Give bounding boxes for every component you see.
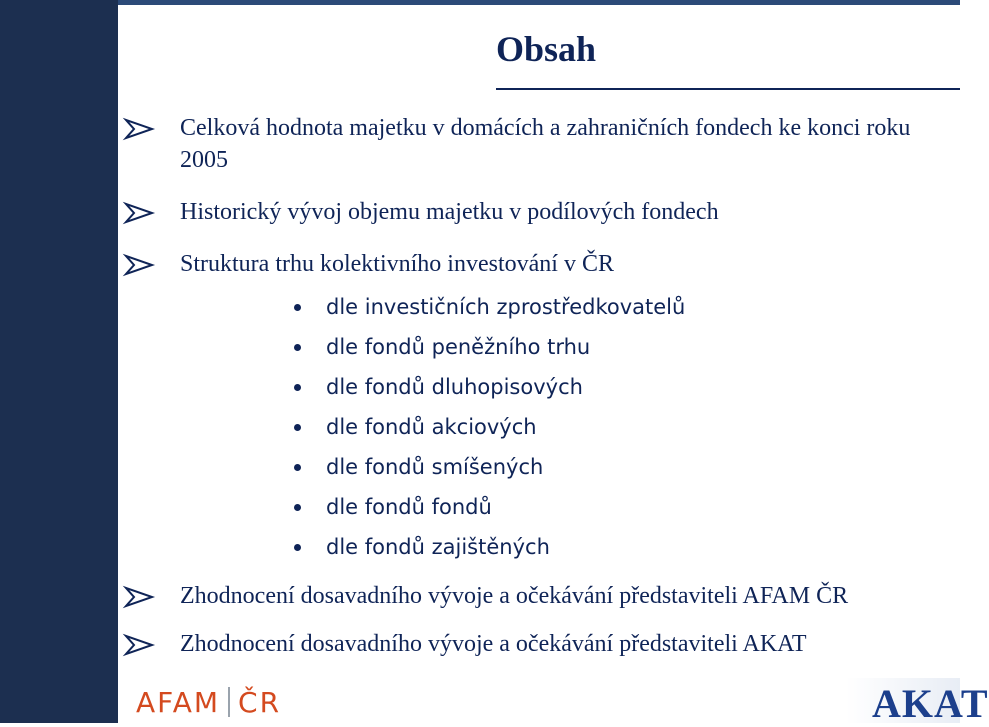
slide-title: Obsah (496, 29, 597, 69)
arrowhead-bullet-icon (124, 586, 154, 608)
afam-logo (136, 684, 281, 720)
afam-logo-word: AFAM (136, 685, 221, 719)
list-item-text: Zhodnocení dosavadního vývoje a očekávání představiteli AFAM ČR (180, 583, 849, 609)
list-item-text: Celková hodnota majetku v domácích a zahraničních fondech ke konci roku 2005 (180, 115, 911, 173)
afam-logo-divider (228, 687, 230, 717)
list-item-text: Zhodnocení dosavadního vývoje a očekávání představiteli AKAT (180, 631, 807, 657)
dot-bullet-icon (294, 504, 301, 511)
title-underline (496, 88, 960, 90)
sub-list-item-text: dle investičních zprostředkovatelů (326, 295, 686, 319)
dot-bullet-icon (294, 464, 301, 471)
dot-bullet-icon (294, 384, 301, 391)
list-item-text: Struktura trhu kolektivního investování v ČR (180, 251, 614, 277)
arrowhead-bullet-icon (124, 254, 154, 276)
arrowhead-bullet-icon (124, 118, 154, 140)
dot-bullet-icon (294, 304, 301, 311)
sub-list-item-text: dle fondů smíšených (326, 455, 544, 479)
list-item-4 (124, 580, 960, 612)
left-sidebar-band (0, 0, 118, 723)
dot-bullet-icon (294, 344, 301, 351)
dot-bullet-icon (294, 544, 301, 551)
list-item-2 (124, 196, 960, 228)
akat-logo (846, 678, 989, 726)
list-item-text: Historický vývoj objemu majetku v podílových fondech (180, 199, 719, 225)
arrowhead-bullet-icon (124, 634, 154, 656)
dot-bullet-icon (294, 424, 301, 431)
sub-list-item-text: dle fondů akciových (326, 415, 537, 439)
sub-list-item-text: dle fondů zajištěných (326, 535, 550, 559)
sub-list-item-text: dle fondů dluhopisových (326, 375, 583, 399)
list-item-1 (124, 112, 960, 176)
akat-logo-word: AKAT (872, 681, 989, 726)
sub-list-item-text: dle fondů peněžního trhu (326, 335, 591, 359)
list-item-5 (124, 628, 960, 660)
arrowhead-bullet-icon (124, 202, 154, 224)
top-rule (118, 0, 960, 5)
afam-logo-country: ČR (238, 685, 282, 719)
list-item-3 (124, 248, 960, 280)
sub-list-item-text: dle fondů fondů (326, 495, 492, 519)
